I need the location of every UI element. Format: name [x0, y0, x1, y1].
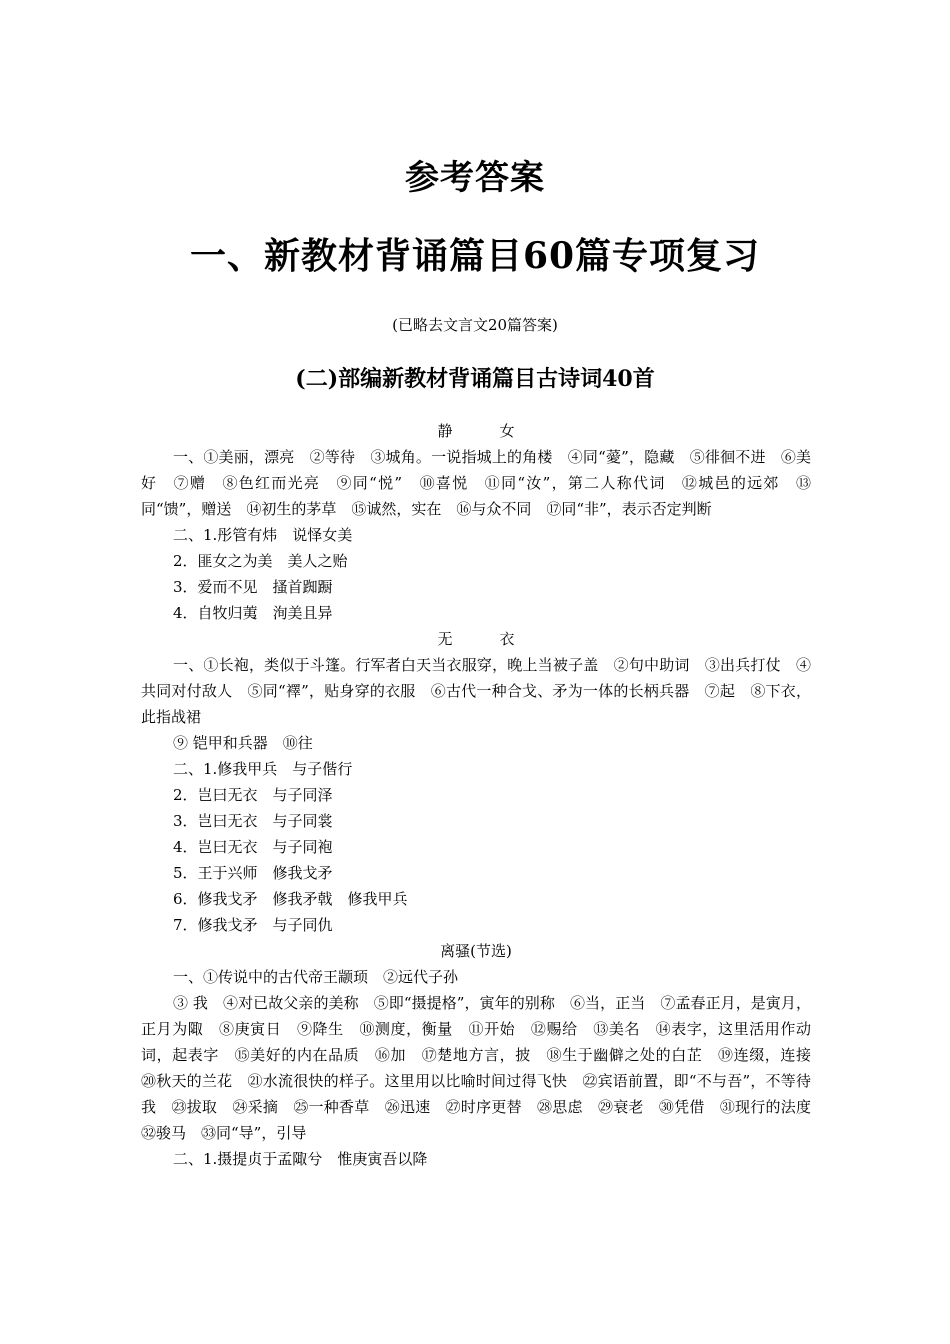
recitation-line: 4．岂曰无衣 与子同袍 — [173, 838, 333, 856]
recitation-line: 4．自牧归荑 洵美且异 — [173, 604, 333, 622]
poem-block-jingnv — [141, 418, 811, 626]
poem-title: 离骚(节选) — [440, 942, 512, 960]
poem-title: 无 衣 — [437, 630, 531, 648]
poem-block-wuyi — [141, 626, 811, 938]
recitation-line: 2．岂曰无衣 与子同泽 — [173, 786, 333, 804]
answer-content — [141, 418, 827, 1172]
vocab-paragraph: 一、①长袍，类似于斗篷。行军者白天当衣服穿，晚上当被子盖 ②句中助词 ③出兵打仗 ④共同对付敌人 ⑤同“襗”，贴身穿的衣服 ⑥古代一种合戈、矛为一体的长柄兵器 ⑦起 ⑧下衣，此指战裙 — [141, 656, 811, 726]
recitation-line: 二、1.摄提贞于孟陬兮 惟庚寅吾以降 — [173, 1150, 428, 1168]
recitation-line: 二、1.彤管有炜 说怿女美 — [173, 526, 353, 544]
vocab-paragraph: ⑨ 铠甲和兵器 ⑩往 — [173, 734, 313, 752]
recitation-line: 5．王于兴师 修我戈矛 — [173, 864, 333, 882]
recitation-line: 7．修我戈矛 与子同仇 — [173, 916, 333, 934]
recitation-line: 3．爱而不见 搔首踟蹰 — [173, 578, 333, 596]
recitation-line: 6．修我戈矛 修我矛戟 修我甲兵 — [173, 890, 408, 908]
section-title: (二)部编新教材背诵篇目古诗词40首 — [295, 366, 655, 392]
recitation-line: 二、1.修我甲兵 与子偕行 — [173, 760, 353, 778]
omission-note: (已略去文言文20篇答案) — [392, 316, 558, 334]
page-title: 参考答案 — [405, 158, 545, 198]
vocab-paragraph: 一、①传说中的古代帝王颛顼 ②远代子孙 — [173, 968, 459, 986]
recitation-line: 3．岂曰无衣 与子同裳 — [173, 812, 333, 830]
poem-title: 静 女 — [437, 422, 531, 440]
poem-block-lisao — [141, 938, 827, 1172]
recitation-line: 2．匪女之为美 美人之贻 — [173, 552, 348, 570]
page-subtitle: 一、新教材背诵篇目60篇专项复习 — [189, 235, 761, 277]
vocab-paragraph: 一、①美丽，漂亮 ②等待 ③城角。一说指城上的角楼 ④同“薆”，隐藏 ⑤徘徊不进 ⑥美好 ⑦赠 ⑧色红而光亮 ⑨同“悦” ⑩喜悦 ⑪同“汝”，第二人称代词 ⑫城邑的远郊 ⑬同“馈”，赠送 ⑭初生的茅草 ⑮诚然，实在 ⑯与众不同 ⑰同“非”，表示否定判断 — [141, 448, 811, 518]
vocab-paragraph: ③ 我 ④对已故父亲的美称 ⑤即“摄提格”，寅年的别称 ⑥当，正当 ⑦孟春正月，是寅月，正月为陬 ⑧庚寅日 ⑨降生 ⑩测度，衡量 ⑪开始 ⑫赐给 ⑬美名 ⑭表字，这里活用作动词，起表字 ⑮美好的内在品质 ⑯加 ⑰楚地方言，披 ⑱生于幽僻之处的白芷 ⑲连缀，连接 ⑳秋天的兰花 ㉑水流很快的样子。这里用以比喻时间过得飞快 ㉒宾语前置，即“不与吾”，不等待我 ㉓拔取 ㉔采摘 ㉕一种香草 ㉖迅速 ㉗时序更替 ㉘思虑 ㉙衰老 ㉚凭借 ㉛现行的法度 ㉜骏马 ㉝同“导”，引导 — [141, 994, 827, 1142]
